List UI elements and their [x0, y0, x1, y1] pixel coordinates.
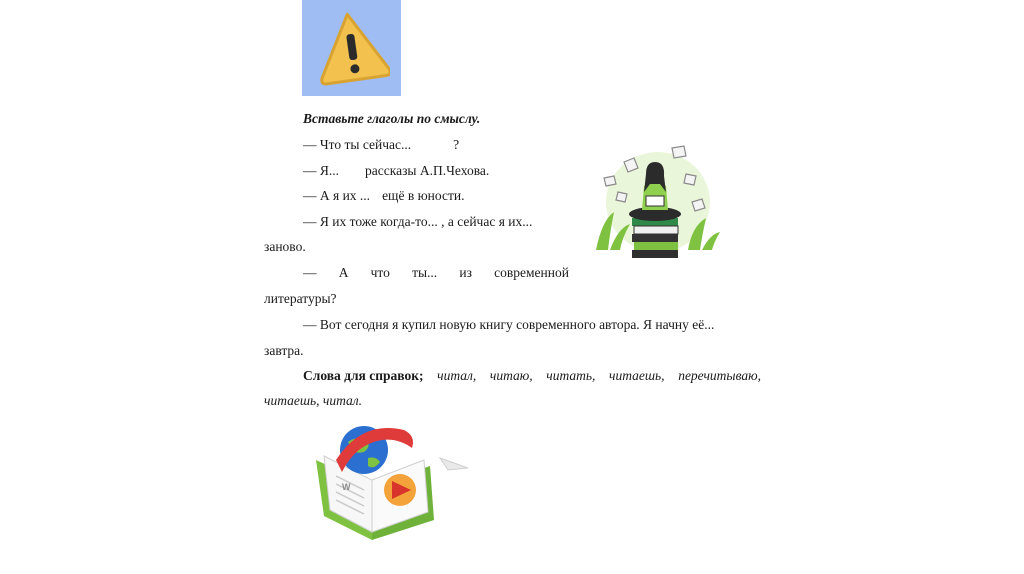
dialogue-line-2: — Я... рассказы А.П.Чехова. — [303, 163, 490, 178]
dialogue-line-3: — А я их ... ещё в юности. — [303, 188, 465, 203]
dialogue-line-4-continuation: заново. — [264, 239, 306, 254]
dialogue-line-5: — А что ты... из современной — [303, 265, 569, 280]
dialogue-line-1: — Что ты сейчас... ? — [303, 137, 460, 152]
globe-book-illustration — [312, 420, 472, 542]
dialogue-line-6: — Вот сегодня я купил новую книгу современного автора. Я начну её... — [303, 317, 715, 332]
dialogue-line-5-continuation: литературы? — [264, 291, 337, 306]
reference-label: Слова для справок; — [303, 368, 424, 383]
reference-words-line-2: читаешь, читал. — [264, 393, 363, 408]
svg-text:W: W — [342, 482, 351, 492]
reading-girl-illustration — [588, 140, 724, 262]
dialogue-line-4: — Я их тоже когда-то... , а сейчас я их... — [303, 214, 533, 229]
dialogue-line-6-continuation: завтра. — [264, 343, 304, 358]
warning-icon — [314, 8, 390, 86]
reference-words-line-1: Слова для справок; читал, читаю, читать, читаешь, перечитываю, — [303, 368, 761, 383]
exercise-heading: Вставьте глаголы по смыслу. — [303, 111, 481, 126]
warning-image — [302, 0, 401, 96]
